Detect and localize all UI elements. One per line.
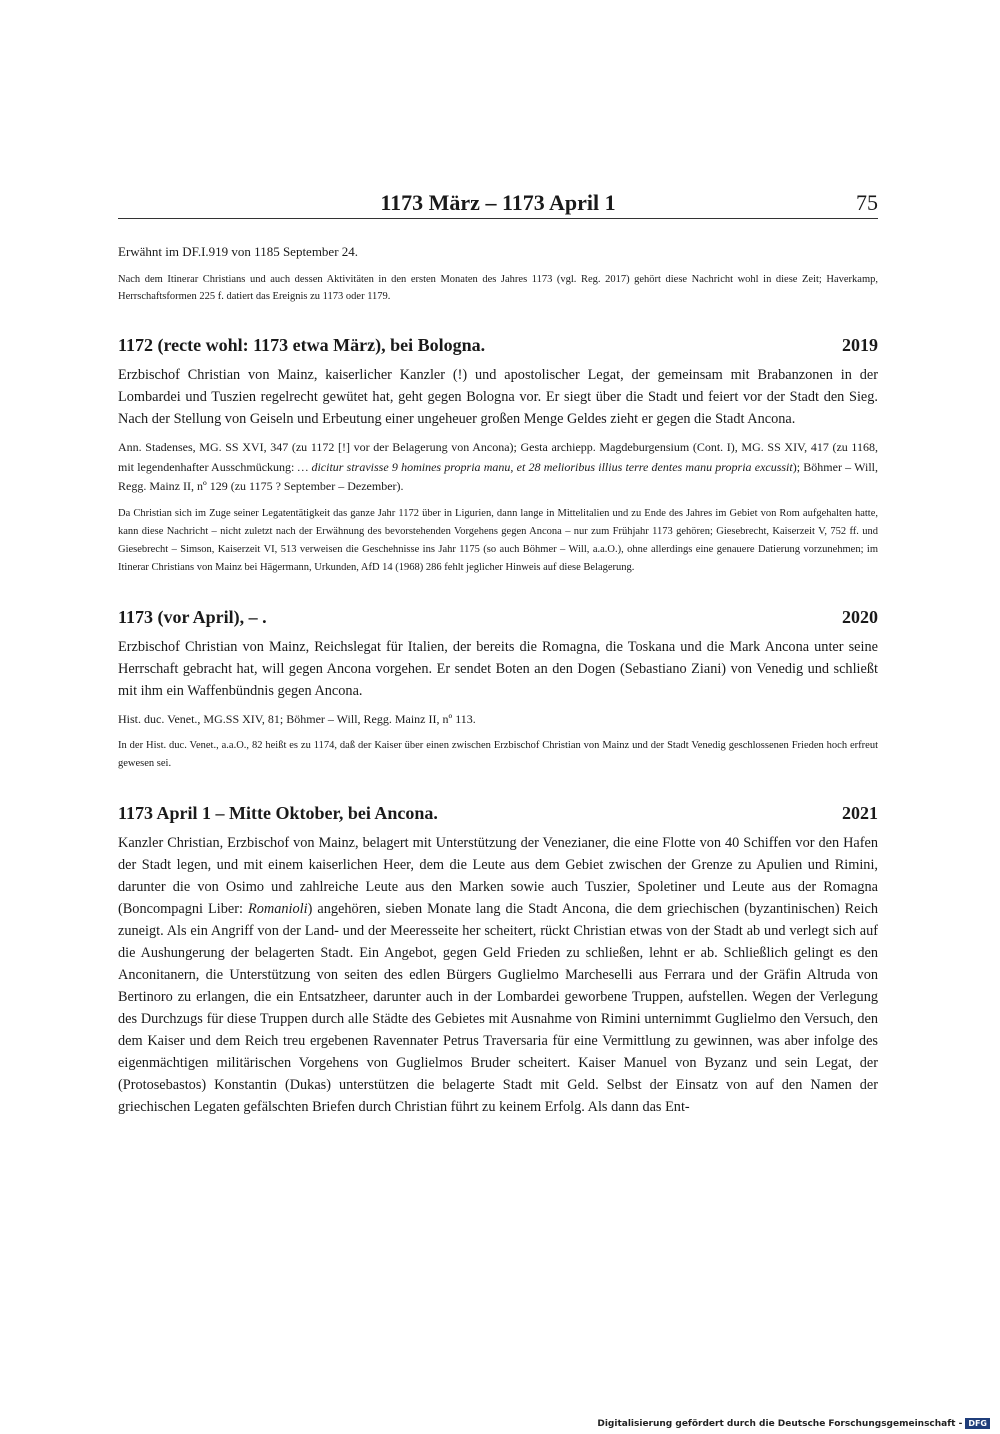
entry-number: 2019: [842, 335, 878, 355]
regest-entry-2021: [118, 803, 878, 1118]
footer-credit: Digitalisierung gefördert durch die Deutsche Forschungsgemeinschaft -: [597, 1418, 963, 1429]
entry-date-place: 1173 (vor April), – .: [118, 606, 267, 627]
continued-commentary: Nach dem Itinerar Christians und auch dessen Aktivitäten in den ersten Monaten des Jahres 1173 (vgl. Reg. 2017) gehört diese Nachricht wohl in diese Zeit; Haverkamp, Herrschaftsformen 225 f. datiert das Ereignis zu 1173 oder 1179.: [118, 274, 878, 302]
entry-date-place: 1172 (recte wohl: 1173 etwa März), bei Bologna.: [118, 335, 486, 355]
continued-source-line: Erwähnt im DF.I.919 von 1185 September 24.: [118, 244, 359, 259]
entry-number: 2021: [842, 803, 878, 823]
commentary: In der Hist. duc. Venet., a.a.O., 82 heißt es zu 1174, daß der Kaiser über einen zwischen Erzbischof Christian von Mainz und der Stadt Venedig geschlossenen Frieden hoch erfreut gewesen sei.: [118, 740, 878, 769]
page-number: 75: [856, 190, 878, 215]
source-quotation: … dicitur stravisse 9 homines propria manu, et 28 melioribus illius terre dentes manu propria excussit: [297, 459, 793, 474]
page-content: [118, 243, 878, 1126]
entry-heading: [118, 335, 878, 356]
source-references: [118, 438, 878, 497]
regest-entry-2020: [118, 607, 878, 774]
source-part-b: ); Böhmer – Will, Regg. Mainz II, nº 129 (zu 1175 ? September – Dezember).: [118, 459, 878, 493]
commentary: Da Christian sich im Zuge seiner Legatentätigkeit das ganze Jahr 1172 über in Ligurien, dann lange in Mittelitalien und zu Ende des Jahres im Gebiet von Rom aufgehalten hatte, kann diese Nachricht – nicht zuletzt nach der Erwähnung des bevorstehenden Vorgehens gegen Ancona – nur zum Frühjahr 1173 gehören; Giesebrecht, Kaiserzeit V, 752 ff. und Giesebrecht – Simson, Kaiserzeit VI, 513 verweisen die Geschehnisse ins Jahr 1175 (so auch Böhmer – Will, a.a.O.), ohne allerdings eine genauere Datierung vorzunehmen; im Itinerar Christians von Mainz bei Hägermann, Urkunden, AfD 14 (1968) 286 fehlt jeglicher Hinweis auf diese Belagerung.: [118, 507, 878, 573]
regest-part-b: ) angehören, sieben Monate lang die Stadt Ancona, die dem griechischen (byzantinischen) Reich zuneigt. Als ein Angriff von der Land- und der Meeresseite her scheitert, rückt Christian etwas von der Stadt ab und verlegt sich auf die Aushungerung der belagerten Stadt. Ein Angebot, gegen Geld Frieden zu schließen, lehnt er ab. Schließlich gelingt es den Anconitanern, die Unterstützung von seiten des edlen Bürgers Guglielmo Marcheselli aus Ferrara und der Gräfin Altruda von Bertinoro zu erlangen, die ein Entsatzheer, darunter auch in der Lombardei geworbene Truppen, aufstellen. Wegen der Verlegung des Durchzugs für diese Truppen durch alle Städte des Gebietes mit Ausnahme von Rimini unternimmt Guglielmo den Versuch, den dem Kaiser und dem Reich treu ergebenen Ravennater Petrus Traversaria für eine Vermittlung zu gewinnen, was aber infolge des eigenmächtigen militärischen Vorgehens von Guglielmos Bruder scheitert. Kaiser Manuel von Byzanz und sein Legat, der (Protosebastos) Konstantin (Dukas) unterstützen die belagerte Stadt mit Geld. Selbst der Einsatz von auf den Namen der griechischen Legaten gefälschten Briefen durch Christian führt zu keinem Erfolg. Als dann das Ent-: [118, 901, 878, 1115]
regest-italic-term: Romanioli: [248, 901, 308, 917]
regest-entry-2019: [118, 335, 878, 577]
running-title: 1173 März – 1173 April 1: [380, 190, 616, 215]
regest-text: [118, 832, 878, 1118]
entry-heading: [118, 607, 878, 628]
regest-text: Erzbischof Christian von Mainz, kaiserlicher Kanzler (!) und apostolischer Legat, der gemeinsam mit Brabanzonen in der Lombardei und Tuszien regelrecht gewütet hat, geht gegen Bologna vor. Er siegt über die Stadt und feiert vor der Stadt den Sieg. Nach der Stellung von Geiseln und Erbeutung einer ungeheuer großen Menge Geldes zieht er gegen die Stadt Ancona.: [118, 367, 878, 427]
dfg-logo-icon: DFG: [965, 1418, 990, 1429]
regest-text: Erzbischof Christian von Mainz, Reichslegat für Italien, der bereits die Romagna, die Toskana und die Mark Ancona unter seine Herrschaft gebracht hat, will gegen Ancona vorgehen. Er sendet Boten an den Dogen (Sebastiano Ziani) von Venedig und schließt mit ihm ein Waffenbündnis gegen Ancona.: [118, 638, 878, 699]
entry-date-place: 1173 April 1 – Mitte Oktober, bei Ancona.: [118, 803, 438, 823]
entry-heading: [118, 803, 878, 824]
source-part-a: Ann. Stadenses, MG. SS XVI, 347 (zu 1172 [!] vor der Belagerung von Ancona); Gesta archiepp. Magdeburgensium (Cont. I), MG. SS XIV, 417 (zu 1168, mit legendenhafter Ausschmückung:: [118, 440, 878, 474]
running-header: [118, 190, 878, 222]
source-references: Hist. duc. Venet., MG.SS XIV, 81; Böhmer – Will, Regg. Mainz II, nº 113.: [118, 711, 476, 726]
header-rule: [118, 218, 878, 219]
digitization-footer: [597, 1418, 990, 1429]
regest-part-a: Kanzler Christian, Erzbischof von Mainz, belagert mit Unterstützung der Venezianer, die eine Flotte von 40 Schiffen vor den Hafen der Stadt legen, und mit einem kaiserlichen Heer, dem die Leute aus dem Gebiet zwischen der Grenze zu Apulien und Rimini, darunter die von Osimo und zahlreiche Leute aus den Marken sowie auch Tuszier, Spoletiner und Leute aus der Romagna (Boncompagni Liber:: [118, 835, 878, 917]
entry-number: 2020: [842, 606, 878, 627]
